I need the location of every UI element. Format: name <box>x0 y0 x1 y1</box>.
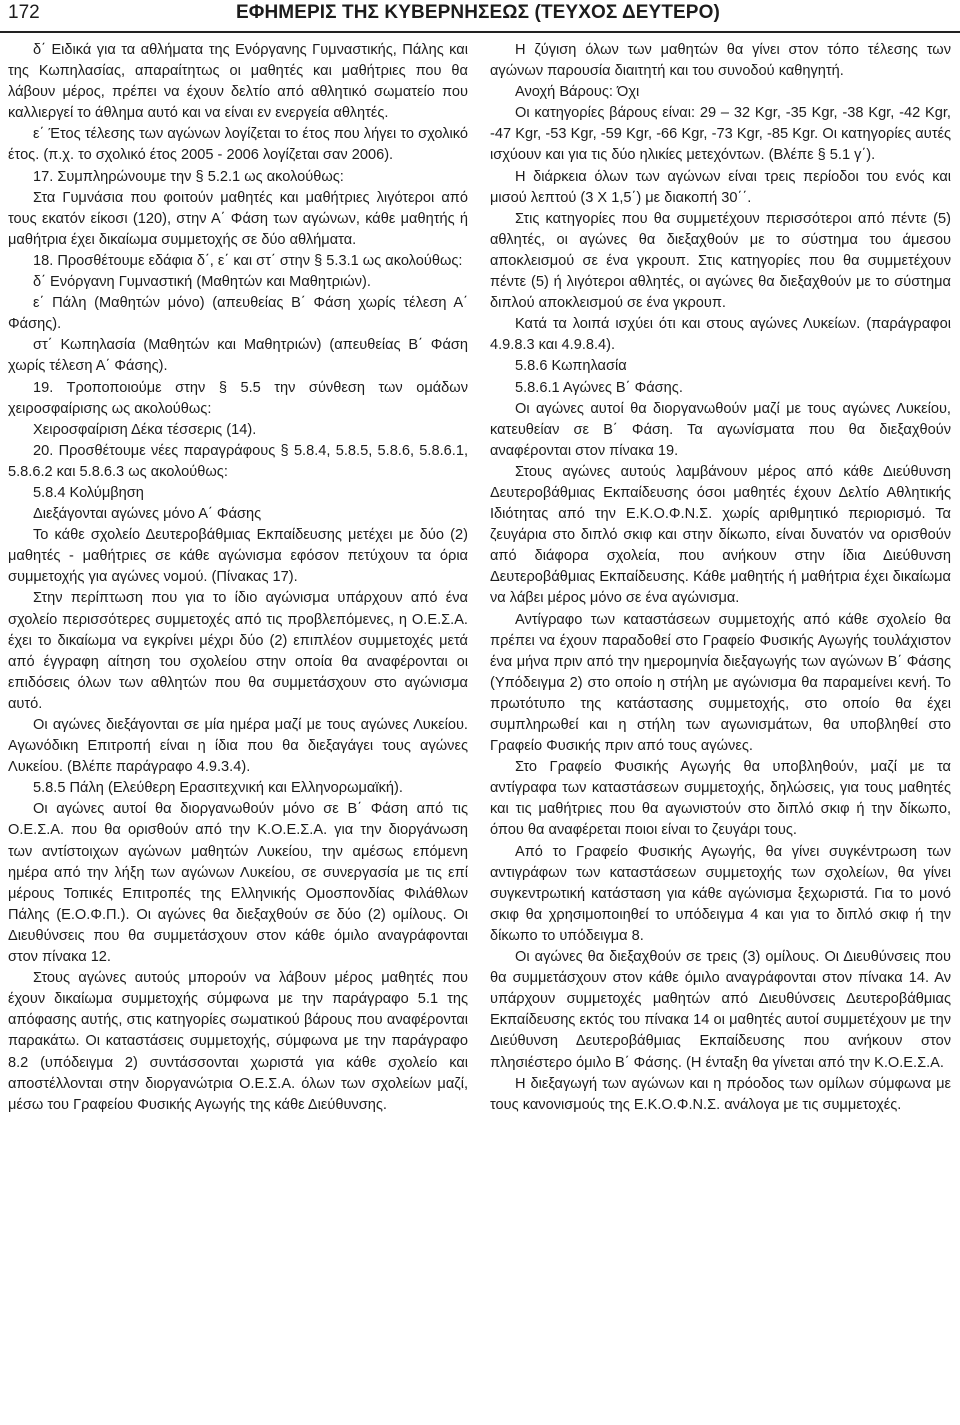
page-number: 172 <box>8 2 40 23</box>
paragraph: Η διεξαγωγή των αγώνων και η πρόοδος των ομίλων σύμφωνα με τους κανονισμούς της Ε.Κ.Ο.Φ.Ν.Σ. ανάλογα με τις συμμετοχές. <box>490 1075 951 1113</box>
paragraph: Το κάθε σχολείο Δευτεροβάθμιας Εκπαίδευσης μετέχει με δύο (2) μαθητές - μαθήτριες σε κάθε αγώνισμα εφόσον πετύχουν τα όρια συμμετοχής για αγώνες νομού. (Πίνακας 17). <box>8 527 468 586</box>
paragraph: Αντίγραφο των καταστάσεων συμμετοχής από κάθε σχολείο θα πρέπει να έχουν παραδοθεί στο Γραφείο Φυσικής Αγωγής τουλάχιστον ένα μήνα πριν από την ημερομηνία διεξαγωγής των αγώνων Β΄ Φάσης (Υπόδειγμα 2) στο οποίο η στήλη με αγώνισμα θα παραμείνει κενή. Το πρωτότυπο της κατάστασης συμμετοχής, στο οποίο θα έχει συμπληρωθεί και η στήλη των αγωνισμάτων, θα υποβληθεί στο Γραφείο Φυσικής πριν από τους αγώνες. <box>490 611 951 755</box>
paragraph: στ΄ Κωπηλασία (Μαθητών και Μαθητριών) (απευθείας Β΄ Φάση χωρίς τέλεση Α΄ Φάσης). <box>8 337 468 375</box>
paragraph: Οι κατηγορίες βάρους είναι: 29 – 32 Kgr, -35 Kgr, -38 Kgr, -42 Kgr, -47 Kgr, -53 Kgr, -59 Kgr, -66 Kgr, -73 Kgr, -85 Kgr. Οι κατηγορίες αυτές ισχύουν και για τις δύο ηλικίες μετεχόντων. (Βλέπε § 5.1 γ΄). <box>490 105 951 164</box>
paragraph: Στην περίπτωση που για το ίδιο αγώνισμα υπάρχουν από ένα σχολείο περισσότερες συμμετοχές από τις προβλεπόμενες, η Ο.Ε.Σ.Α. έχει το δικαίωμα να εγκρίνει μέχρι δύο (2) επιπλέον συμμετοχές μετά από έγγραφη αίτηση του σχολείου στην οποία θα αναφέρονται οι επιδόσεις όλων των αθλητών που θα συμμετάσχουν στο αγώνισμα αυτό. <box>8 590 468 712</box>
paragraph: Διεξάγονται αγώνες μόνο Α΄ Φάσης <box>33 506 262 523</box>
paragraph: Κατά τα λοιπά ισχύει ότι και στους αγώνες Λυκείων. (παράγραφοι 4.9.8.3 και 4.9.8.4). <box>490 316 951 354</box>
paragraph: δ΄ Ενόργανη Γυμναστική (Μαθητών και Μαθητριών). <box>33 274 371 291</box>
page-header <box>0 0 960 34</box>
paragraph: Οι αγώνες θα διεξαχθούν σε τρεις (3) ομίλους. Οι Διευθύνσεις που θα συμμετάσχουν στον κάθε όμιλο αναγράφονται στον πίνακα 14. Αν υπάρχουν συμμετοχές μαθητών από Διευθύνσεις Δευτεροβάθμιας Εκπαίδευσης εκτός του πίνακα 14 οι μαθητές αυτοί συμμετέχουν με την Διεύθυνση Δευτεροβάθμιας Εκπαίδευσης που ανήκουν στον πλησιέστερο όμιλο Β΄ Φάσης. (Η ένταξη θα γίνεται από την Κ.Ο.Ε.Σ.Α. <box>490 949 951 1071</box>
paragraph: 18. Προσθέτουμε εδάφια δ΄, ε΄ και στ΄ στην § 5.3.1 ως ακολούθως: <box>33 252 463 269</box>
paragraph: Στα Γυμνάσια που φοιτούν μαθητές και μαθήτριες λιγότεροι από τους εκατόν είκοσι (120), στην Α΄ Φάση των αγώνων, κάθε μαθητής ή μαθήτρια έχει δικαίωμα συμμετοχής σε δύο αθλήματα. <box>8 189 468 248</box>
paragraph: Οι αγώνες αυτοί θα διοργανωθούν μόνο σε Β΄ Φάση από τις Ο.Ε.Σ.Α. που θα ορισθούν από την Κ.Ο.Ε.Σ.Α. για την διοργάνωση των αντίστοιχων αγώνων μαθητών Λυκείου, την αμέσως επόμενη ημέρα από την λήξη των αγώνων Λυκείου, σε συνεργασία με τις επί μέρους Τοπικές Επιτροπές της Ελληνικής Ομοσπονδίας Φιλάθλων Πάλης (Ε.Ο.Φ.Π.). Οι αγώνες θα διεξαχθούν σε δύο (2) ομίλους. Οι Διευθύνσεις που θα συμμετάσχουν στον κάθε όμιλο αναγράφονται στον πίνακα 12. <box>8 801 468 966</box>
paragraph: Από το Γραφείο Φυσικής Αγωγής, θα γίνει συγκέντρωση των αντιγράφων των καταστάσεων συμμετοχής των σχολείων, θα γίνει συγκεντρωτική κατάσταση για κάθε αγώνισμα ξεχωριστά. Για το μονό σκιφ θα χρησιμοποιηθεί το υπόδειγμα 4 και για το διπλό σκιφ ή την δίκωπο το υπόδειγμα 8. <box>490 843 951 944</box>
paragraph: Στις κατηγορίες που θα συμμετέχουν περισσότεροι από πέντε (5) αθλητές, οι αγώνες θα διεξαχθούν με το σύστημα του άμεσου αποκλεισμού σε ένα γκρουπ. Στις κατηγορίες που θα συμμετέχουν πέντε (5) ή λιγότεροι αθλητές, οι αγώνες θα διεξαχθούν με το σύστημα διπλού αποκλεισμού σε ένα γκρουπ. <box>490 210 951 312</box>
paragraph: Οι αγώνες διεξάγονται σε μία ημέρα μαζί με τους αγώνες Λυκείου. Αγωνόδικη Επιτροπή είναι η ίδια που θα διεξαγάγει τους αγώνες Λυκείου. (Βλέπε παράγραφο 4.9.3.4). <box>8 717 468 776</box>
paragraph: Η ζύγιση όλων των μαθητών θα γίνει στον τόπο τέλεσης των αγώνων παρουσία διαιτητή και του συνοδού καθηγητή. <box>490 42 951 80</box>
paragraph: Ανοχή Βάρους: Όχι <box>515 84 640 101</box>
running-title: ΕΦΗΜΕΡΙΣ ΤΗΣ ΚΥΒΕΡΝΗΣΕΩΣ (ΤΕΥΧΟΣ ΔΕΥΤΕΡΟ) <box>236 2 720 23</box>
paragraph: 20. Προσθέτουμε νέες παραγράφους § 5.8.4, 5.8.5, 5.8.6, 5.8.6.1, 5.8.6.2 και 5.8.6.3 ως ακολούθως: <box>8 442 468 480</box>
paragraph: Οι αγώνες αυτοί θα διοργανωθούν μαζί με τους αγώνες Λυκείου, κατευθείαν σε Β΄ Φάση. Τα αγωνίσματα που θα διεξαχθούν αναφέρονται στον πίνακα 19. <box>490 400 951 459</box>
paragraph: 5.8.4 Κολύμβηση <box>33 484 144 501</box>
paragraph: δ΄ Ειδικά για τα αθλήματα της Ενόργανης Γυμναστικής, Πάλης και της Κωπηλασίας, απαραίτητως οι μαθητές και μαθήτριες που θα λάβουν μέρος, πρέπει να έχουν δελτίο από αθλητικό σωματείο που καλλιεργεί το άθλημα αυτό και να είναι εν ενεργεία αθλητές. <box>8 42 468 122</box>
paragraph: 5.8.5 Πάλη (Ελεύθερη Ερασιτεχνική και Ελληνορωμαϊκή). <box>33 780 403 797</box>
right-column <box>490 40 951 1116</box>
paragraph: ε΄ Έτος τέλεσης των αγώνων λογίζεται το έτος που λήγει το σχολικό έτος. (π.χ. το σχολικό έτος 2005 - 2006 λογίζεται σαν 2006). <box>8 126 468 164</box>
paragraph: Στο Γραφείο Φυσικής Αγωγής θα υποβληθούν, μαζί με τα αντίγραφα των καταστάσεων συμμετοχής, δηλώσεις, για τους μαθητές και τις μαθήτριες που θα αγωνιστούν στο διπλό σκιφ ή την δίκωπο, όπου θα αναφέρεται ποιοι είναι το ζευγάρι τους. <box>490 759 951 839</box>
paragraph: Στους αγώνες αυτούς λαμβάνουν μέρος από κάθε Διεύθυνση Δευτεροβάθμιας Εκπαίδευσης όσοι μαθητές έχουν Δελτίο Αθλητικής Ιδιότητας από την Ε.Κ.Ο.Φ.Ν.Σ. χωρίς αριθμητικό περιορισμό. Τα ζευγάρια στο διπλό σκιφ και στην δίκωπο, είναι δυνατόν να ορισθούν από διάφορα σχολεία, που ανήκουν στην ίδια Διεύθυνση Δευτεροβάθμιας Εκπαίδευσης. Κάθε μαθητής ή μαθήτρια έχει δικαίωμα να λάβει μέρος μόνο σε ένα αγώνισμα. <box>490 463 951 607</box>
paragraph: 19. Τροποποιούμε στην § 5.5 την σύνθεση των ομάδων χειροσφαίρισης ως ακολούθως: <box>8 379 468 417</box>
paragraph: 17. Συμπληρώνουμε την § 5.2.1 ως ακολούθως: <box>33 168 344 185</box>
paragraph: Χειροσφαίριση Δέκα τέσσερις (14). <box>33 421 257 438</box>
paragraph: 5.8.6.1 Αγώνες Β΄ Φάσης. <box>515 379 683 396</box>
left-column <box>8 40 468 1116</box>
paragraph: 5.8.6 Κωπηλασία <box>515 358 627 375</box>
paragraph: Η διάρκεια όλων των αγώνων είναι τρεις περίοδοι του ενός και μισού λεπτού (3 Χ 1,5΄) με διακοπή 30΄΄. <box>490 168 951 206</box>
header-rule <box>0 31 960 33</box>
paragraph: ε΄ Πάλη (Μαθητών μόνο) (απευθείας Β΄ Φάση χωρίς τέλεση Α΄ Φάσης). <box>8 295 468 333</box>
paragraph: Στους αγώνες αυτούς μπορούν να λάβουν μέρος μαθητές που έχουν δικαίωμα συμμετοχής σύμφωνα με την παράγραφο 5.1 της απόφασης αυτής, στις κατηγορίες σωματικού βάρους που αναφέρονται παρακάτω. Οι καταστάσεις συμμετοχής, σύμφωνα με την παράγραφο 8.2 (υπόδειγμα 2) συντάσσονται χωριστά για κάθε σχολείο και αποστέλλονται στην διοργανώτρια Ο.Ε.Σ.Α. όλων των σχολείων μαζί, μέσω του Γραφείου Φυσικής Αγωγής της κάθε Διεύθυνσης. <box>8 970 468 1113</box>
